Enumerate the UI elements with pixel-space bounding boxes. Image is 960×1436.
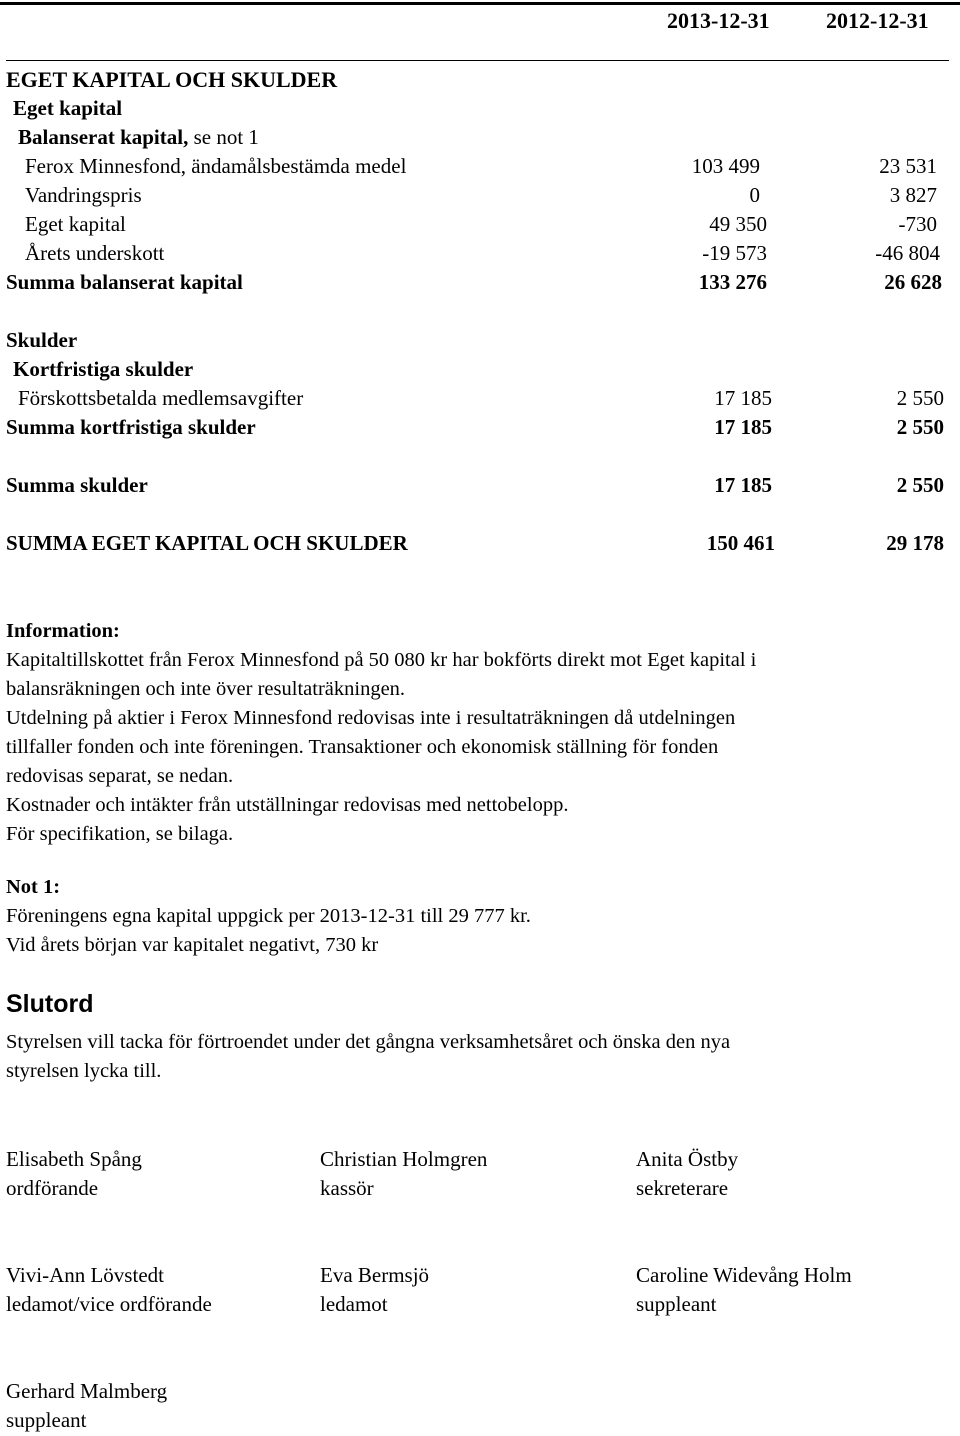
- signature-block: [6, 1261, 212, 1319]
- value-2013: 49 350: [709, 212, 767, 236]
- row-label: Årets underskott: [25, 241, 165, 265]
- signature-block: [636, 1261, 852, 1319]
- information-section: [6, 617, 926, 849]
- signature-name: Anita Östby: [636, 1147, 739, 1171]
- summary-row: [0, 270, 960, 298]
- signature-name: Gerhard Malmberg: [6, 1379, 168, 1403]
- total-row: [0, 531, 960, 559]
- signature-role: kassör: [320, 1176, 374, 1200]
- information-line: Kostnader och intäkter från utställningar redovisas med nettobelopp.: [6, 794, 569, 816]
- signature-block: [636, 1145, 738, 1203]
- summary-row: [0, 473, 960, 501]
- table-row: [0, 212, 960, 240]
- signature-name: Caroline Widevång Holm: [636, 1263, 852, 1287]
- row-label: Summa kortfristiga skulder: [6, 415, 256, 439]
- signature-block: [6, 1377, 167, 1435]
- information-line: tillfaller fonden och inte föreningen. Transaktioner och ekonomisk ställning för fonden: [6, 736, 719, 758]
- column-header-2012: 2012-12-31: [826, 8, 929, 33]
- value-2012: 26 628: [884, 270, 942, 294]
- value-2012: 2 550: [896, 386, 944, 410]
- signature-role: suppleant: [636, 1292, 717, 1316]
- eget-kapital-heading: Eget kapital: [13, 96, 123, 120]
- value-2013: 17 185: [714, 386, 772, 410]
- value-2013: 17 185: [714, 473, 772, 497]
- note1-line: Vid årets början var kapitalet negativt, 730 kr: [6, 934, 379, 956]
- value-2012: 23 531: [879, 154, 937, 178]
- value-2013: 103 499: [691, 154, 760, 178]
- value-2012: 29 178: [886, 531, 944, 555]
- summary-row: [0, 415, 960, 443]
- information-line: balansräkningen och inte över resultaträkningen.: [6, 678, 406, 700]
- kortfristiga-heading: Kortfristiga skulder: [13, 357, 194, 381]
- balanserat-heading-row: [0, 125, 960, 153]
- signature-role: ordförande: [6, 1176, 99, 1200]
- value-2012: -730: [898, 212, 937, 236]
- balanserat-heading-note: se not 1: [193, 125, 259, 149]
- header-rule: [6, 60, 949, 61]
- value-2012: -46 804: [875, 241, 940, 265]
- table-row: [0, 183, 960, 211]
- information-line: Kapitaltillskottet från Ferox Minnesfond på 50 080 kr har bokförts direkt mot Eget kapital i: [6, 649, 757, 671]
- skulder-heading: Skulder: [6, 328, 78, 352]
- value-2012: 2 550: [896, 415, 944, 439]
- top-rule: [0, 2, 960, 5]
- slutord-line: Styrelsen vill tacka för förtroendet under det gångna verksamhetsåret och önska den nya: [6, 1031, 731, 1053]
- value-2013: -19 573: [702, 241, 767, 265]
- value-2012: 3 827: [889, 183, 937, 207]
- table-row: [0, 241, 960, 269]
- kortfristiga-heading-row: [0, 357, 960, 385]
- signature-role: ledamot: [320, 1292, 388, 1316]
- table-row: [0, 386, 960, 414]
- section-title-row: [0, 67, 960, 95]
- value-2013: 17 185: [714, 415, 772, 439]
- signature-role: suppleant: [6, 1408, 87, 1432]
- signature-name: Eva Bermsjö: [320, 1263, 430, 1287]
- signature-block: [320, 1261, 429, 1319]
- signature-role: ledamot/vice ordförande: [6, 1292, 212, 1316]
- value-2012: 2 550: [896, 473, 944, 497]
- slutord-line: styrelsen lycka till.: [6, 1060, 162, 1082]
- balanserat-heading: [18, 125, 259, 150]
- information-heading: Information:: [6, 620, 120, 642]
- note1-line: Föreningens egna kapital uppgick per 2013-12-31 till 29 777 kr.: [6, 905, 531, 927]
- value-2013: 0: [749, 183, 760, 207]
- section-title: EGET KAPITAL OCH SKULDER: [6, 67, 338, 92]
- row-label: Vandringspris: [25, 183, 142, 207]
- note1-heading: Not 1:: [6, 876, 61, 898]
- note1-section: [6, 873, 926, 960]
- row-label: Summa skulder: [6, 473, 148, 497]
- information-line: Utdelning på aktier i Ferox Minnesfond redovisas inte i resultaträkningen då utdelningen: [6, 707, 736, 729]
- eget-kapital-heading-row: [0, 96, 960, 124]
- signature-name: Elisabeth Spång: [6, 1147, 142, 1171]
- row-label: Förskottsbetalda medlemsavgifter: [18, 386, 304, 410]
- table-row: [0, 154, 960, 182]
- balanserat-heading-bold: Balanserat kapital,: [18, 125, 189, 149]
- signature-name: Christian Holmgren: [320, 1147, 488, 1171]
- signature-name: Vivi-Ann Lövstedt: [6, 1263, 164, 1287]
- slutord-heading: Slutord: [6, 990, 94, 1018]
- signature-block: [6, 1145, 142, 1203]
- information-line: redovisas separat, se nedan.: [6, 765, 234, 787]
- row-label: Eget kapital: [25, 212, 126, 236]
- skulder-heading-row: [0, 328, 960, 356]
- information-line: För specifikation, se bilaga.: [6, 823, 234, 845]
- signature-role: sekreterare: [636, 1176, 729, 1200]
- signature-block: [320, 1145, 487, 1203]
- row-label: Ferox Minnesfond, ändamålsbestämda medel: [25, 154, 407, 178]
- column-header-2013: 2013-12-31: [667, 8, 770, 33]
- row-label: SUMMA EGET KAPITAL OCH SKULDER: [6, 531, 408, 555]
- value-2013: 150 461: [706, 531, 775, 555]
- value-2013: 133 276: [698, 270, 767, 294]
- row-label: Summa balanserat kapital: [6, 270, 243, 294]
- slutord-section: [6, 1028, 926, 1086]
